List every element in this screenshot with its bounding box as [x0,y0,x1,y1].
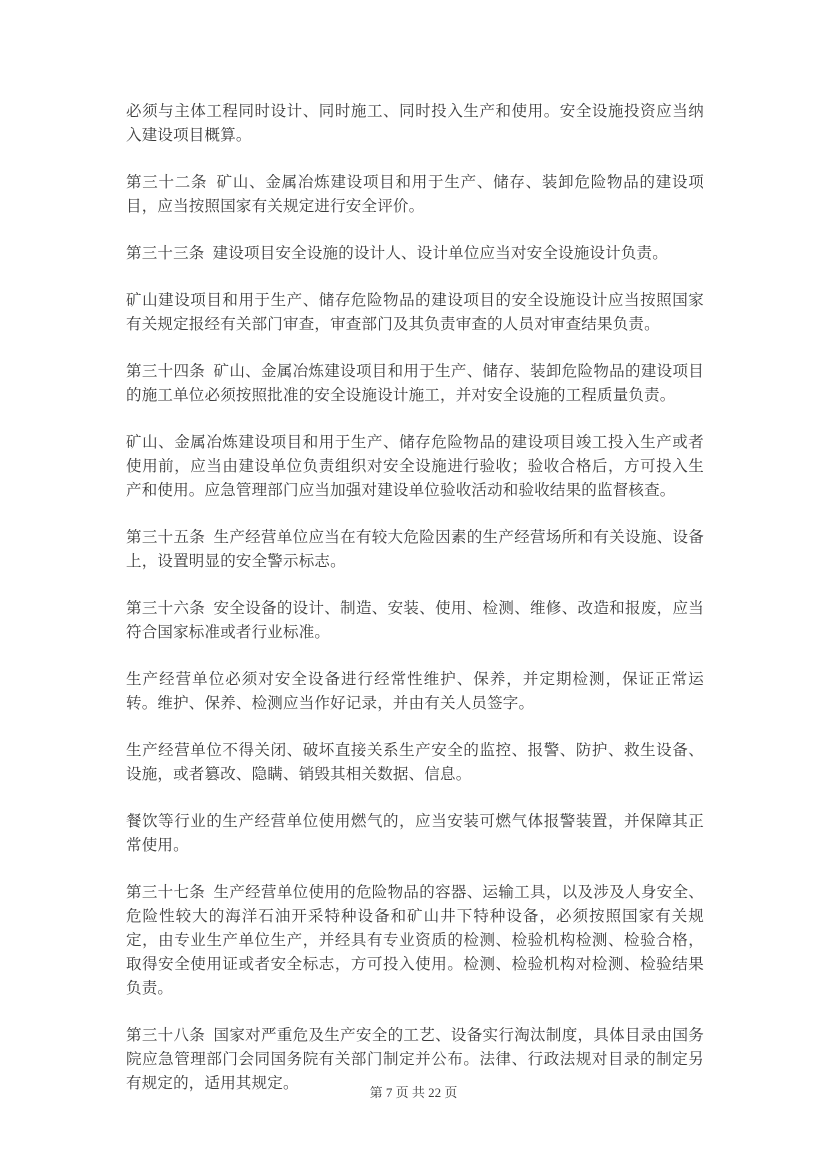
paragraph-article-38: 第三十八条 国家对严重危及生产安全的工艺、设备实行淘汰制度，具体目录由国务院应急管理部门会同国务院有关部门制定并公布。法律、行政法规对目录的制定另有规定的，适用其规定。 [126,1027,704,1092]
paragraph-article-36-3: 生产经营单位不得关闭、破坏直接关系生产安全的监控、报警、防护、救生设备、设施，或者篡改、隐瞒、销毁其相关数据、信息。 [126,742,704,783]
paragraph-article-32: 第三十二条 矿山、金属冶炼建设项目和用于生产、储存、装卸危险物品的建设项目，应当按照国家有关规定进行安全评价。 [126,174,704,215]
paragraph-article-34-2: 矿山、金属冶炼建设项目和用于生产、储存危险物品的建设项目竣工投入生产或者使用前，应当由建设单位负责组织对安全设施进行验收；验收合格后，方可投入生产和使用。应急管理部门应当加强对建设单位验收活动和验收结果的监督核查。 [126,434,704,499]
paragraph-article-36-2: 生产经营单位必须对安全设备进行经常性维护、保养，并定期检测，保证正常运转。维护、保养、检测应当作好记录，并由有关人员签字。 [126,671,704,712]
paragraph-article-33: 第三十三条 建设项目安全设施的设计人、设计单位应当对安全设施设计负责。 [126,245,668,262]
page-footer: 第 7 页 共 22 页 [369,1085,458,1100]
paragraph-article-37: 第三十七条 生产经营单位使用的危险物品的容器、运输工具，以及涉及人身安全、危险性较大的海洋石油开采特种设备和矿山井下特种设备，必须按照国家有关规定，由专业生产单位生产，并经具有专业资质的检测、检验机构检测、检验合格，取得安全使用证或者安全标志，方可投入使用。检测、检验机构对检测、检验结果负责。 [126,884,704,997]
document-body [126,100,704,1119]
paragraph-article-34: 第三十四条 矿山、金属冶炼建设项目和用于生产、储存、装卸危险物品的建设项目的施工单位必须按照批准的安全设施设计施工，并对安全设施的工程质量负责。 [126,363,704,404]
paragraph-continuation: 必须与主体工程同时设计、同时施工、同时投入生产和使用。安全设施投资应当纳入建设项目概算。 [126,103,704,144]
paragraph-article-35: 第三十五条 生产经营单位应当在有较大危险因素的生产经营场所和有关设施、设备上，设置明显的安全警示标志。 [126,529,704,570]
paragraph-article-33-2: 矿山建设项目和用于生产、储存危险物品的建设项目的安全设施设计应当按照国家有关规定报经有关部门审查，审查部门及其负责审查的人员对审查结果负责。 [126,292,704,333]
paragraph-article-36-4: 餐饮等行业的生产经营单位使用燃气的，应当安装可燃气体报警装置，并保障其正常使用。 [126,813,704,854]
paragraph-article-36: 第三十六条 安全设备的设计、制造、安装、使用、检测、维修、改造和报废，应当符合国家标准或者行业标准。 [126,600,704,641]
